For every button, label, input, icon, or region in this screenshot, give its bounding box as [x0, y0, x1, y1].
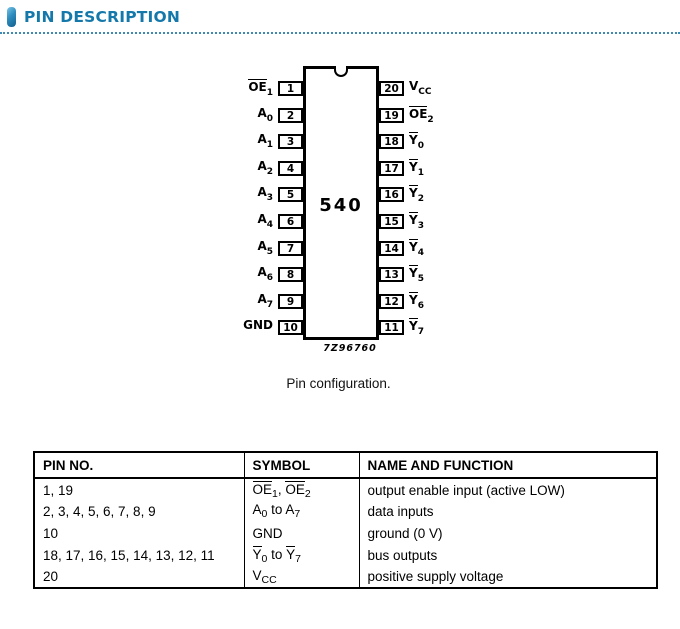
- pin-number-box: 2: [278, 108, 303, 123]
- cell-pin-no: 20: [43, 569, 59, 584]
- chip-diagram: [230, 55, 480, 360]
- pin-row-15: [379, 214, 479, 229]
- pin-number-box: 1: [278, 81, 303, 96]
- section-header: [7, 7, 180, 27]
- pin-number-box: 14: [379, 241, 404, 256]
- pin-label-y1: $Y_1$: [409, 160, 424, 178]
- pin-row-3: [230, 134, 303, 149]
- pin-row-14: [379, 241, 479, 256]
- pin-number-box: 5: [278, 187, 303, 202]
- pin-number-box: 16: [379, 187, 404, 202]
- pin-label-y6: $Y_6$: [409, 293, 424, 311]
- pin-label-a6: $A_6$: [257, 265, 273, 283]
- table-row: [34, 478, 657, 500]
- pin-label-a4: $A_4$: [257, 212, 273, 230]
- column-header-symbol: SYMBOL: [244, 452, 359, 478]
- section-divider: [0, 32, 680, 34]
- pin-number-box: 12: [379, 294, 404, 309]
- pin-row-10: [230, 320, 303, 335]
- cell-symbol: $Y_0$ to $Y_7$: [244, 544, 359, 566]
- pin-label-gnd: GND: [243, 318, 273, 332]
- cell-function: output enable input (active LOW): [359, 478, 657, 500]
- pin-number-box: 7: [278, 241, 303, 256]
- pin-number-box: 20: [379, 81, 404, 96]
- cell-pin-no: 1, 19: [43, 483, 74, 498]
- pin-row-13: [379, 267, 479, 282]
- cell-symbol: $OE_1$, $OE_2$: [244, 478, 359, 500]
- pin-label-y2: $Y_2$: [409, 186, 424, 204]
- cell-pin-no: 2, 3, 4, 5, 6, 7, 8, 9: [43, 503, 156, 519]
- pin-row-16: [379, 187, 479, 202]
- pin-number-box: 19: [379, 108, 404, 123]
- cell-pin-no: 10: [43, 525, 59, 541]
- pin-row-19: [379, 108, 479, 123]
- pin-row-2: [230, 108, 303, 123]
- pin-label-y3: $Y_3$: [409, 213, 424, 231]
- pin-label-a5: $A_5$: [257, 239, 273, 257]
- pin-label-a1: $A_1$: [257, 132, 273, 150]
- pin-label-oe1: $OE_1$: [248, 80, 273, 98]
- cell-function: bus outputs: [359, 544, 657, 566]
- cell-symbol: $A_0$ to $A_7$: [244, 500, 359, 522]
- cell-function: ground (0 V): [359, 522, 657, 544]
- cell-symbol: GND: [244, 522, 359, 544]
- pin-number-box: 10: [278, 320, 303, 335]
- pin-row-6: [230, 214, 303, 229]
- chip-body: [303, 66, 379, 340]
- pin-number-box: 11: [379, 320, 404, 335]
- pin-label-a3: $A_3$: [257, 185, 273, 203]
- figure-caption: Pin configuration.: [286, 376, 391, 391]
- pin-label-a7: $A_7$: [257, 292, 273, 310]
- pin-row-8: [230, 267, 303, 282]
- pin-number-box: 8: [278, 267, 303, 282]
- pin-label-oe2: $OE_2$: [409, 107, 434, 125]
- pin-number-box: 4: [278, 161, 303, 176]
- page-title: PIN DESCRIPTION: [24, 8, 181, 26]
- pin-number-box: 3: [278, 134, 303, 149]
- pin-label-y0: $Y_0$: [409, 133, 424, 151]
- pin-number-box: 18: [379, 134, 404, 149]
- pin-row-18: [379, 134, 479, 149]
- pin-label-y4: $Y_4$: [409, 240, 424, 258]
- table-row: [34, 544, 657, 566]
- pin-row-11: [379, 320, 479, 335]
- pin-description-table: [33, 451, 658, 589]
- table-row: [34, 500, 657, 522]
- cell-function: positive supply voltage: [359, 566, 657, 588]
- pin-number-box: 13: [379, 267, 404, 282]
- pin-row-7: [230, 241, 303, 256]
- section-bullet-icon: [7, 7, 16, 27]
- pin-number-box: 6: [278, 214, 303, 229]
- pin-label-y5: $Y_5$: [409, 266, 424, 284]
- pin-label-a2: $A_2$: [257, 159, 273, 177]
- pin-label-a0: $A_0$: [257, 106, 273, 124]
- pin-label-y7: $Y_7$: [409, 319, 424, 337]
- cell-function: data inputs: [359, 500, 657, 522]
- pin-row-5: [230, 187, 303, 202]
- pin-number-box: 17: [379, 161, 404, 176]
- pin-row-4: [230, 161, 303, 176]
- pin-row-20: [379, 81, 479, 96]
- table-row: [34, 522, 657, 544]
- pin-number-box: 15: [379, 214, 404, 229]
- pin-row-17: [379, 161, 479, 176]
- pin-number-box: 9: [278, 294, 303, 309]
- pin-row-1: [230, 81, 303, 96]
- cell-symbol: $V_{CC}$: [244, 566, 359, 588]
- table-row: [34, 566, 657, 588]
- chip-name: 540: [319, 195, 363, 216]
- column-header-pin-no: PIN NO.: [34, 452, 244, 478]
- figure-code: 7Z96760: [323, 343, 377, 354]
- pin-label-vcc: $V_{CC}$: [409, 79, 432, 97]
- table-header-row: [34, 452, 657, 478]
- cell-pin-no: 18, 17, 16, 15, 14, 13, 12, 11: [43, 547, 215, 563]
- pin-row-9: [230, 294, 303, 309]
- pin-row-12: [379, 294, 479, 309]
- chip-notch: [334, 66, 348, 77]
- column-header-name-function: NAME AND FUNCTION: [359, 452, 657, 478]
